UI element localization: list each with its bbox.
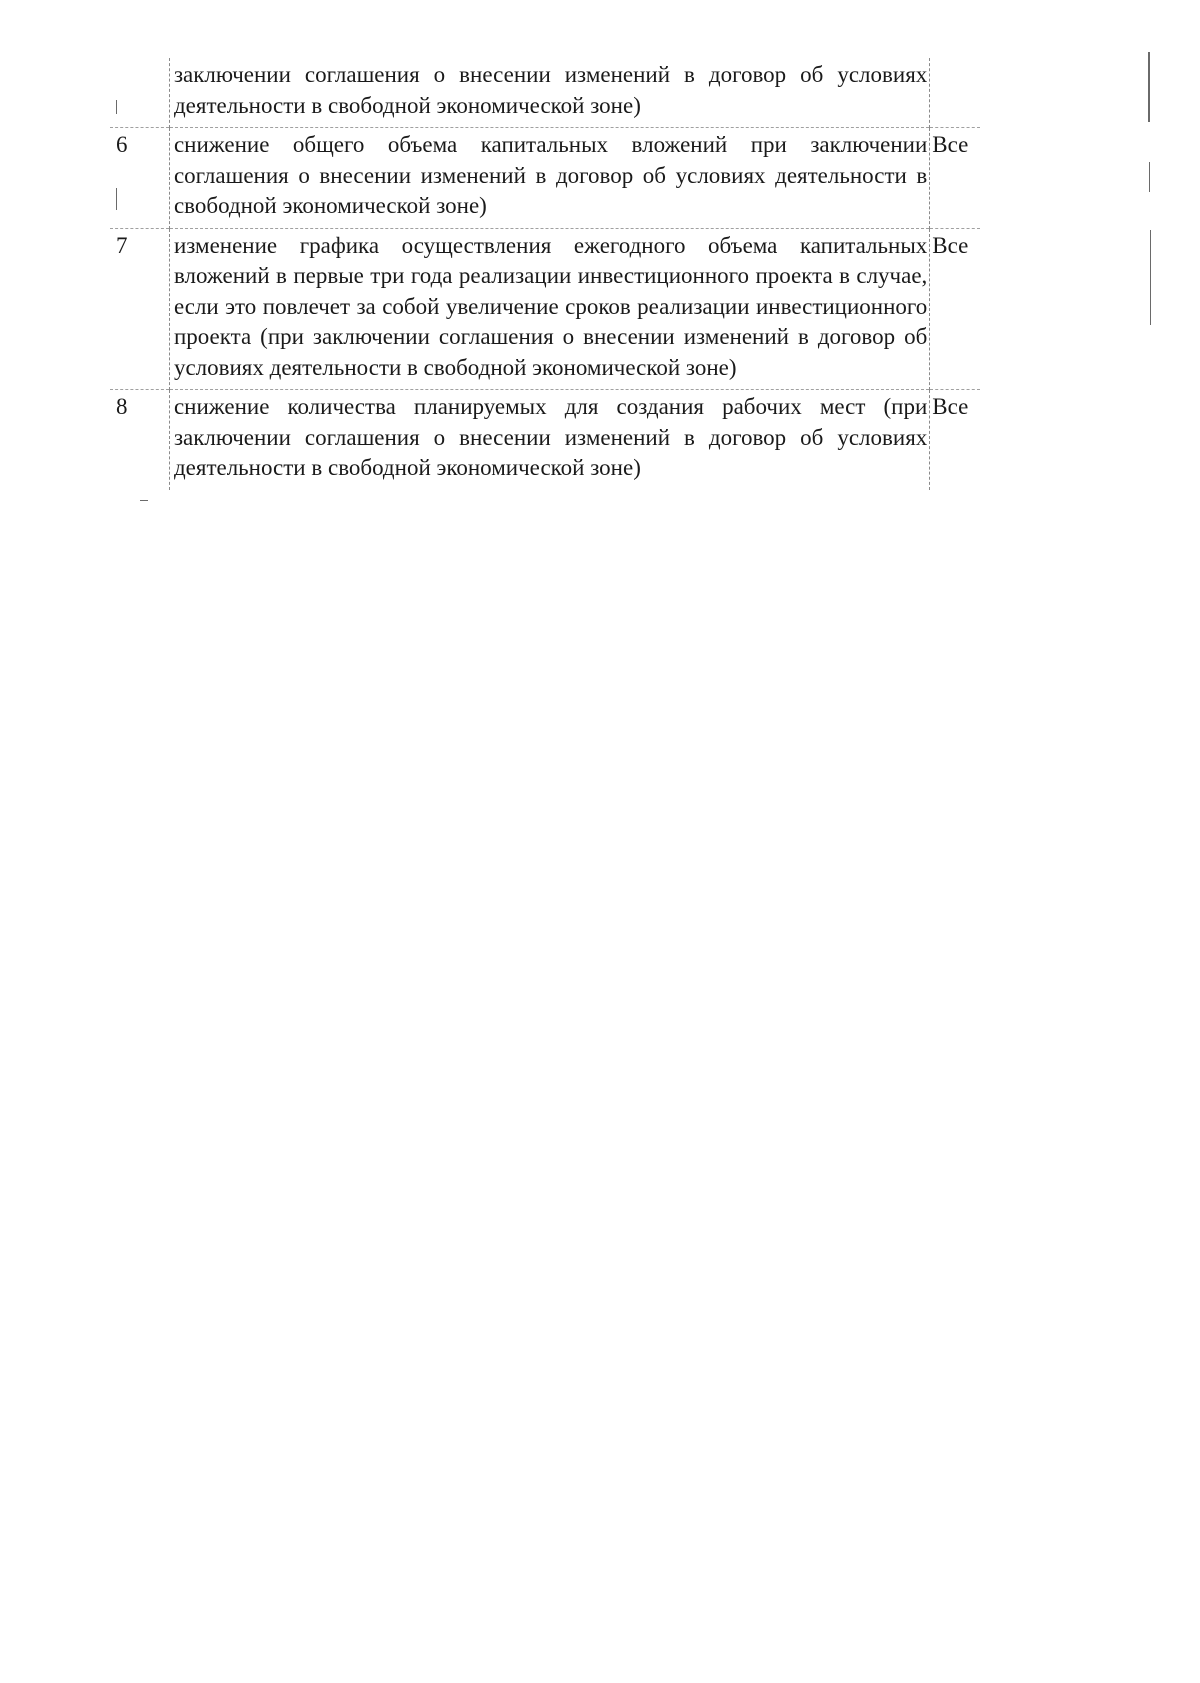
row-text: заключении соглашения о внесении изменений в договор об условиях деятельности в свободной экономической зоне) bbox=[169, 58, 929, 128]
scan-artifact-line bbox=[1148, 52, 1150, 122]
row-number: 6 bbox=[110, 128, 169, 229]
row-scope: Все bbox=[930, 390, 980, 490]
row-scope bbox=[930, 58, 980, 128]
row-number: 7 bbox=[110, 228, 169, 390]
row-text: снижение общего объема капитальных вложений при заключении соглашения о внесении изменений в договор об условиях деятельности в свободной экономической зоне) bbox=[169, 128, 929, 229]
scan-artifact-line bbox=[140, 500, 148, 501]
scan-artifact-line bbox=[1149, 162, 1150, 192]
row-scope: Все bbox=[930, 128, 980, 229]
scan-artifact-line bbox=[1150, 230, 1151, 325]
scan-artifact-line bbox=[116, 188, 117, 210]
scan-artifact-line bbox=[116, 100, 117, 114]
row-number bbox=[110, 58, 169, 128]
row-number: 8 bbox=[110, 390, 169, 490]
table-row bbox=[110, 58, 980, 128]
row-text: изменение графика осуществления ежегодного объема капитальных вложений в первые три года реализации инвестиционного проекта в случае, если это повлечет за собой увеличение сроков реализации инвестиционного проекта (при заключении соглашения о внесении изменений в договор об условиях деятельности в свободной экономической зоне) bbox=[169, 228, 929, 390]
table-row bbox=[110, 228, 980, 390]
row-scope: Все bbox=[930, 228, 980, 390]
row-text: снижение количества планируемых для создания рабочих мест (при заключении соглашения о внесении изменений в договор об условиях деятельности в свободной экономической зоне) bbox=[169, 390, 929, 490]
table-row bbox=[110, 128, 980, 229]
table-row bbox=[110, 390, 980, 490]
changes-table bbox=[110, 58, 980, 490]
